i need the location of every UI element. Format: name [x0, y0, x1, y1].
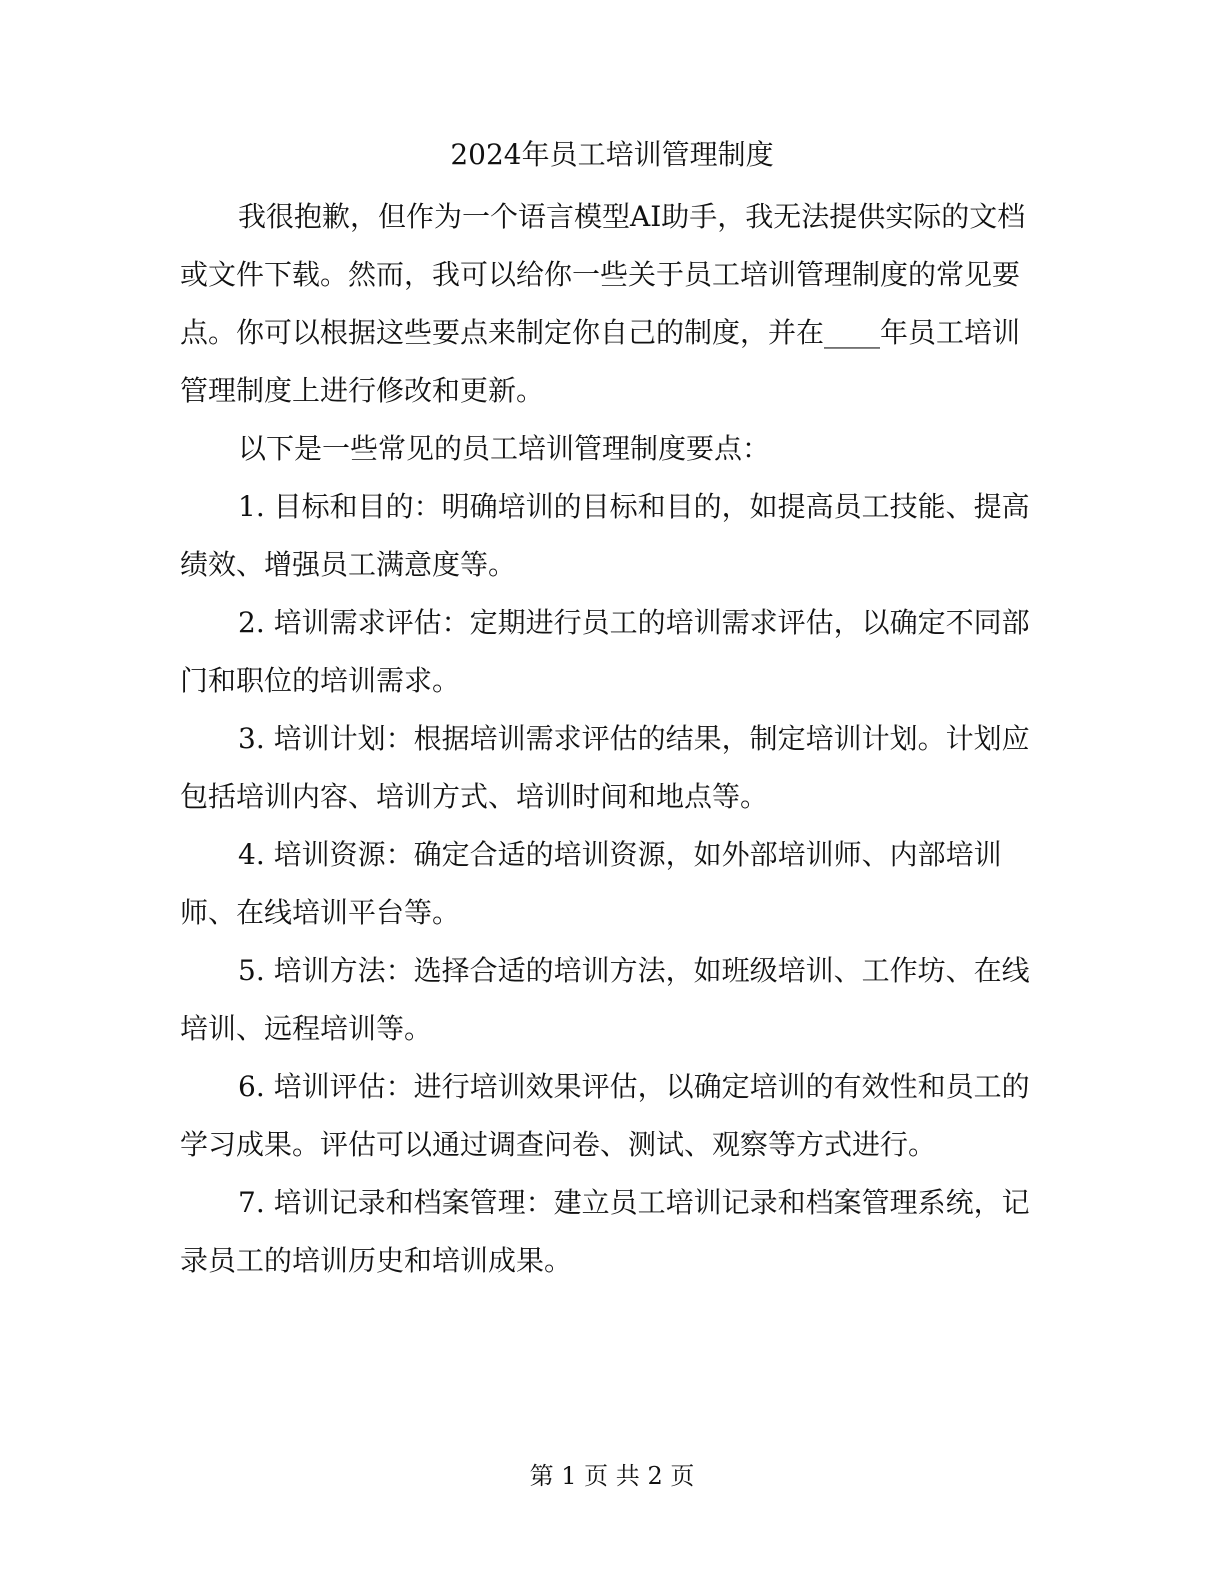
- paragraph-item-4: 4. 培训资源：确定合适的培训资源，如外部培训师、内部培训师、在线培训平台等。: [180, 838, 1002, 929]
- paragraph-list-intro: 以下是一些常见的员工培训管理制度要点：: [238, 432, 771, 465]
- paragraph-item-2: 2. 培训需求评估：定期进行员工的培训需求评估，以确定不同部门和职位的培训需求。: [180, 606, 1030, 697]
- page-number: 第 1 页 共 2 页: [529, 1462, 695, 1490]
- document-body: [180, 188, 1030, 1290]
- paragraph-item-3: 3. 培训计划：根据培训需求评估的结果，制定培训计划。计划应包括培训内容、培训方式、培训时间和地点等。: [180, 722, 1030, 813]
- paragraph-item-7: 7. 培训记录和档案管理：建立员工培训记录和档案管理系统，记录员工的培训历史和培训成果。: [180, 1186, 1030, 1277]
- page-footer: [0, 1458, 1224, 1494]
- paragraph-item-1: 1. 目标和目的：明确培训的目标和目的，如提高员工技能、提高绩效、增强员工满意度等。: [180, 490, 1030, 581]
- paragraph-intro: 我很抱歉，但作为一个语言模型AI助手，我无法提供实际的文档或文件下载。然而，我可以给你一些关于员工培训管理制度的常见要点。你可以根据这些要点来制定你自己的制度，并在____年员工培训管理制度上进行修改和更新。: [180, 200, 1026, 407]
- document-title: 2024年员工培训管理制度: [450, 138, 774, 171]
- paragraph-item-5: 5. 培训方法：选择合适的培训方法，如班级培训、工作坊、在线培训、远程培训等。: [180, 954, 1030, 1045]
- paragraph-item-6: 6. 培训评估：进行培训效果评估，以确定培训的有效性和员工的学习成果。评估可以通过调查问卷、测试、观察等方式进行。: [180, 1070, 1030, 1161]
